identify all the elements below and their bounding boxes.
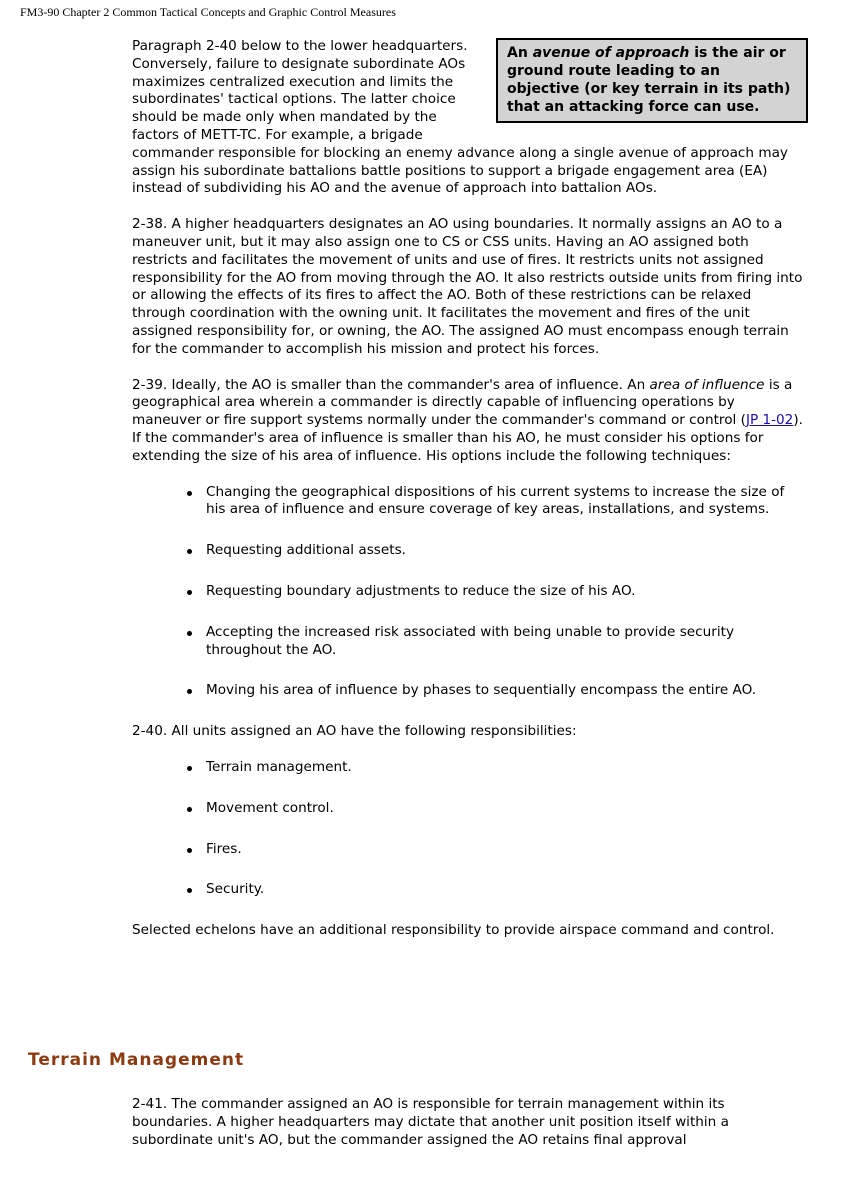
running-header: FM3-90 Chapter 2 Common Tactical Concepts and Graphic Control Measures	[20, 5, 396, 19]
main-content	[132, 38, 804, 958]
list-item: Fires.	[206, 841, 804, 859]
callout-text-start: An	[507, 45, 533, 61]
paragraph-2-41: 2-41. The commander assigned an AO is responsible for terrain management within its boundaries. A higher headquarters may dictate that another unit position itself within a subordinate unit's AO, but the commander assigned the AO retains final approval	[132, 1096, 729, 1148]
techniques-list	[132, 484, 804, 701]
intro-paragraph: Paragraph 2-40 below to the lower headquarters. Conversely, failure to designate subordinate AOs maximizes centralized execution and limits the subordinates' tactical options. The latter choice should be made only when mandated by the factors of METT-TC. For example, a brigade commander responsible for blocking an enemy advance along a single avenue of approach may assign his subordinate battalions battle positions to support a brigade engagement area (EA) instead of subdividing his AO and the avenue of approach into battalion AOs.	[132, 38, 788, 197]
paragraph-2-39-mid: is a geographical area wherein a commander is directly capable of influencing operations by maneuver or fire support systems normally under the commander's command or control (	[132, 376, 793, 429]
list-item: Terrain management.	[206, 759, 804, 777]
list-item: Requesting boundary adjustments to reduce the size of his AO.	[206, 583, 804, 601]
paragraph-2-39	[132, 377, 804, 466]
list-item: Changing the geographical dispositions of his current systems to increase the size of his area of influence and ensure coverage of key areas, installations, and systems.	[206, 484, 804, 520]
list-item: Accepting the increased risk associated with being unable to provide security throughout the AO.	[206, 624, 804, 660]
callout-term: avenue of approach	[532, 45, 690, 61]
list-item: Requesting additional assets.	[206, 542, 804, 560]
definition-callout	[496, 38, 808, 123]
paragraph-2-39-tail: ). If the commander's area of influence is smaller than his AO, he must consider his options for extending the size of his area of influence. His options include the following techniques:	[132, 412, 803, 464]
section-heading: Terrain Management	[28, 1050, 245, 1070]
area-of-influence-term: area of influence	[649, 376, 765, 393]
echelons-paragraph: Selected echelons have an additional responsibility to provide airspace command and control.	[132, 922, 775, 939]
list-item: Movement control.	[206, 800, 804, 818]
list-item: Security.	[206, 881, 804, 899]
paragraph-2-39-lead: 2-39. Ideally, the AO is smaller than the commander's area of influence. An	[132, 376, 650, 393]
jp-1-02-link[interactable]: JP 1-02	[745, 412, 794, 429]
paragraph-2-38: 2-38. A higher headquarters designates an AO using boundaries. It normally assigns an AO to a maneuver unit, but it may also assign one to CS or CSS units. Having an AO assigned both restricts and facilitates the movement of units and use of fires. It restricts units not assigned responsibility for the AO from moving through the AO. It also restricts outside units from firing into or allowing the effects of its fires to affect the AO. Both of these restrictions can be relaxed through coordination with the owning unit. It facilitates the movement and fires of the unit assigned responsibility for, or owning, the AO. The assigned AO must encompass enough terrain for the commander to accomplish his mission and protect his forces.	[132, 216, 803, 357]
callout-text-end: is the air or ground route leading to an objective (or key terrain in its path) that an attacking force can use.	[507, 45, 791, 115]
responsibilities-list	[132, 759, 804, 899]
list-item: Moving his area of influence by phases to sequentially encompass the entire AO.	[206, 682, 804, 700]
paragraph-2-40: 2-40. All units assigned an AO have the following responsibilities:	[132, 723, 577, 740]
